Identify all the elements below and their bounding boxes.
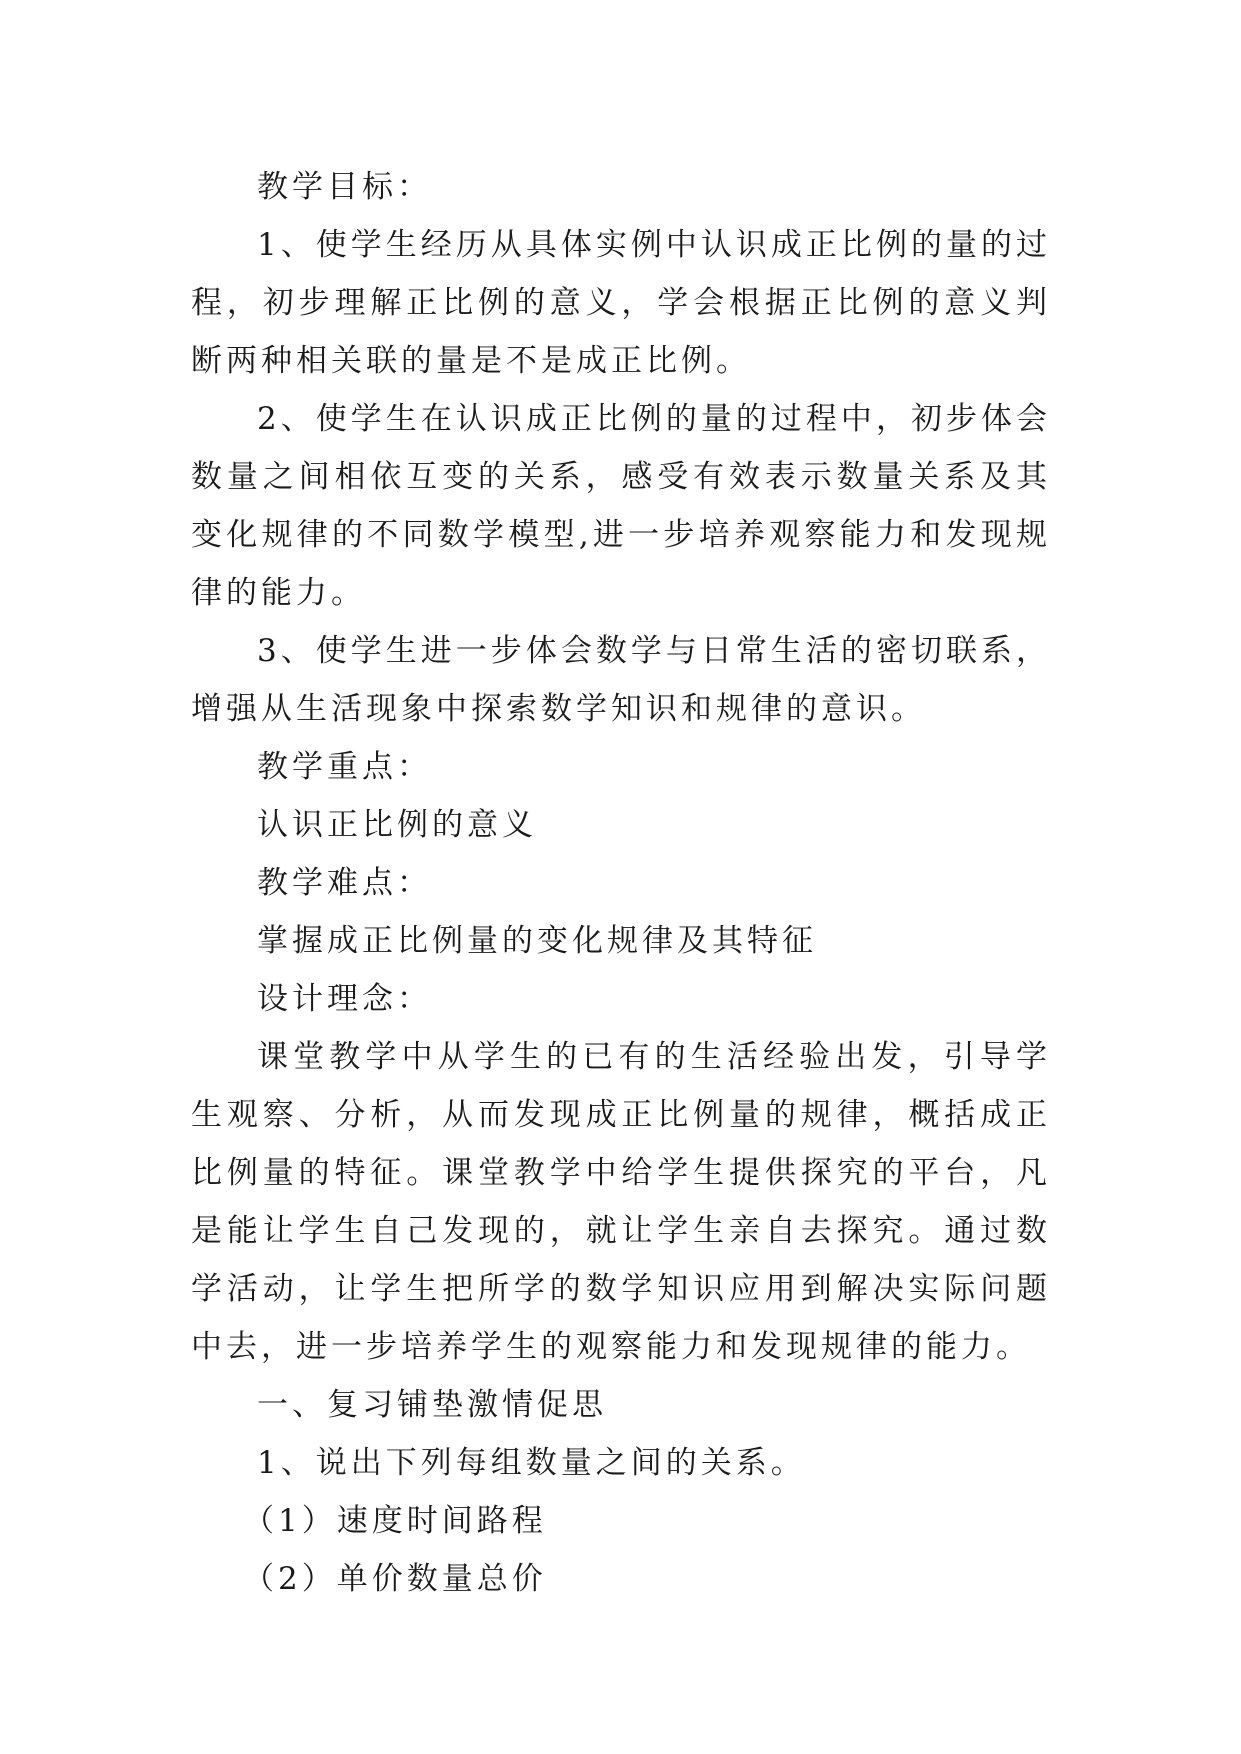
goal-1-paragraph: 1、使学生经历从具体实例中认识成正比例的量的过程，初步理解正比例的意义，学会根据正比例的意义判断两种相关联的量是不是成正比例。 [191,227,1051,379]
heading-design-concept: 设计理念： [257,981,432,1017]
exercise-1-text: 1、说出下列每组数量之间的关系。 [257,1445,806,1481]
design-concept-paragraph: 课堂教学中从学生的已有的生活经验出发，引导学生观察、分析，从而发现成正比例量的规律，概括成正比例量的特征。课堂教学中给学生提供探究的平台，凡是能让学生自己发现的，就让学生亲自去探究。通过数学活动，让学生把所学的数学知识应用到解决实际问题中去，进一步培养学生的观察能力和发现规律的能力。 [191,1039,1051,1365]
heading-difficulties: 教学难点： [257,865,432,901]
heading-teaching-goals: 教学目标： [257,169,432,205]
difficulties-text: 掌握成正比例量的变化规律及其特征 [257,923,817,959]
key-points-text: 认识正比例的意义 [257,807,537,843]
exercise-item-2: （2）单价数量总价 [243,1561,547,1597]
heading-key-points: 教学重点： [257,749,432,785]
section-one-heading: 一、复习铺垫激情促思 [257,1387,607,1423]
goal-2-paragraph: 2、使学生在认识成正比例的量的过程中，初步体会数量之间相依互变的关系，感受有效表示数量关系及其变化规律的不同数学模型,进一步培养观察能力和发现规律的能力。 [191,401,1051,611]
exercise-item-1: （1）速度时间路程 [243,1503,547,1539]
document-body [191,158,1051,1608]
goal-3-paragraph: 3、使学生进一步体会数学与日常生活的密切联系，增强从生活现象中探索数学知识和规律的意识。 [191,633,1051,727]
